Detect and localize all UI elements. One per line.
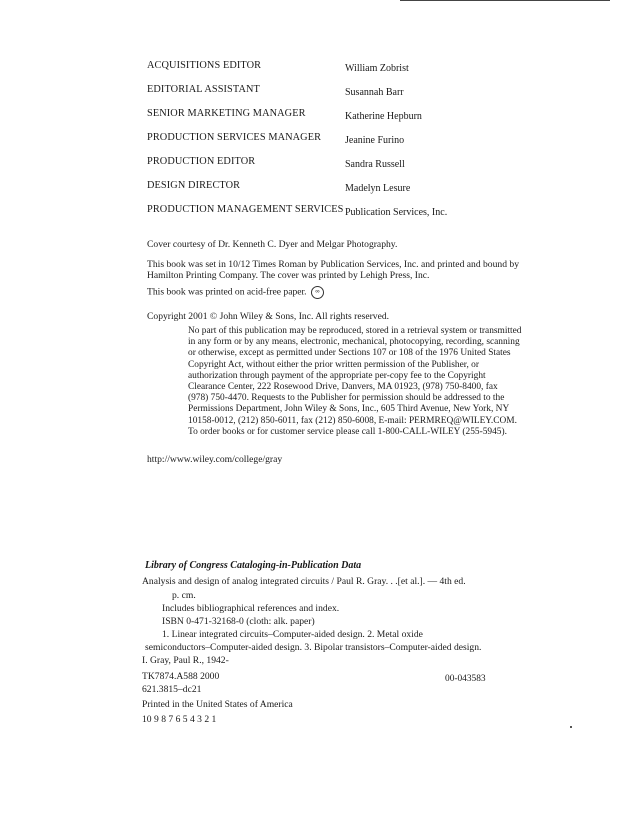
copyright-line: Copyright 2001 © John Wiley & Sons, Inc. All rights reserved. [147,311,390,322]
staff-name: Sandra Russell [345,159,405,170]
top-rule [400,0,610,1]
staff-row [147,180,567,204]
rights-line: in any form or by any means, electronic, mechanical, photocopying, recording, scanning [188,337,520,348]
staff-credits [147,60,567,228]
cip-line: ISBN 0-471-32168-0 (cloth: alk. paper) [162,616,315,627]
rights-line: Clearance Center, 222 Rosewood Drive, Danvers, MA 01923, (978) 750-8400, fax [188,382,498,393]
staff-name: Susannah Barr [345,87,404,98]
staff-role: SENIOR MARKETING MANAGER [147,108,306,119]
rights-line: or otherwise, except as permitted under Sections 107 or 108 of the 1976 United States [188,348,511,359]
staff-role: PRODUCTION SERVICES MANAGER [147,132,322,143]
staff-row [147,60,567,84]
rights-line: 10158-0012, (212) 850-6011, fax (212) 850-6008, E-mail: PERMREQ@WILEY.COM. [188,415,517,426]
typeset-note [147,259,537,281]
website-url: http://www.wiley.com/college/gray [147,454,283,465]
rights-statement [188,326,538,438]
cip-record-number: 00-043583 [445,674,486,684]
cip-line: semiconductors–Computer-aided design. 3. Bipolar transistors–Computer-aided design. [145,642,482,653]
cip-line: Analysis and design of analog integrated circuits / Paul R. Gray. . .[et al.]. — 4th ed. [142,576,466,587]
staff-row [147,84,567,108]
cip-title: Library of Congress Cataloging-in-Publication Data [145,560,362,571]
typeset-line: This book was set in 10/12 Times Roman by Publication Services, Inc. and printed and bound by [147,259,519,270]
cip-line: Printed in the United States of America [142,699,293,710]
cip-line: 621.3815–dc21 [142,684,202,695]
staff-role: ACQUISITIONS EDITOR [147,60,262,71]
staff-row [147,132,567,156]
cip-line: 10 9 8 7 6 5 4 3 2 1 [142,714,217,725]
rights-line: Copyright Act, without either the prior written permission of the Publisher, or [188,359,479,370]
rights-line: authorization through payment of the appropriate per-copy fee to the Copyright [188,370,486,381]
acid-free-note [147,286,537,299]
staff-name: Jeanine Furino [345,135,405,146]
rights-line: (978) 750-4470. Requests to the Publisher for permission should be addressed to the [188,393,505,404]
cip-line: I. Gray, Paul R., 1942- [142,655,229,666]
staff-role: DESIGN DIRECTOR [147,180,241,191]
staff-name: Madelyn Lesure [345,183,411,194]
staff-role: EDITORIAL ASSISTANT [147,84,260,95]
staff-name: Publication Services, Inc. [345,207,448,218]
cip-line: TK7874.A588 2000 [142,671,220,682]
staff-name: Katherine Hepburn [345,111,422,122]
acid-free-text: This book was printed on acid-free paper. [147,286,307,298]
typeset-line: Hamilton Printing Company. The cover was printed by Lehigh Press, Inc. [147,270,430,281]
staff-role: PRODUCTION EDITOR [147,156,256,167]
cip-line: Includes bibliographical references and index. [162,603,340,614]
staff-row [147,108,567,132]
staff-name: William Zobrist [345,63,409,74]
staff-row [147,204,567,228]
rights-line: Permissions Department, John Wiley & Sons, Inc., 605 Third Avenue, New York, NY [188,404,510,415]
cover-note: Cover courtesy of Dr. Kenneth C. Dyer and Melgar Photography. [147,239,398,250]
staff-role: PRODUCTION MANAGEMENT SERVICES [147,204,344,215]
acid-free-symbol-icon: ∞ [311,286,324,299]
staff-row [147,156,567,180]
cip-line: p. cm. [172,590,196,601]
cip-line: 1. Linear integrated circuits–Computer-aided design. 2. Metal oxide [162,629,423,640]
rights-line: To order books or for customer service please call 1-800-CALL-WILEY (255-5945). [188,426,507,437]
scan-mark [570,726,572,728]
rights-line: No part of this publication may be reproduced, stored in a retrieval system or transmitted [188,326,522,336]
